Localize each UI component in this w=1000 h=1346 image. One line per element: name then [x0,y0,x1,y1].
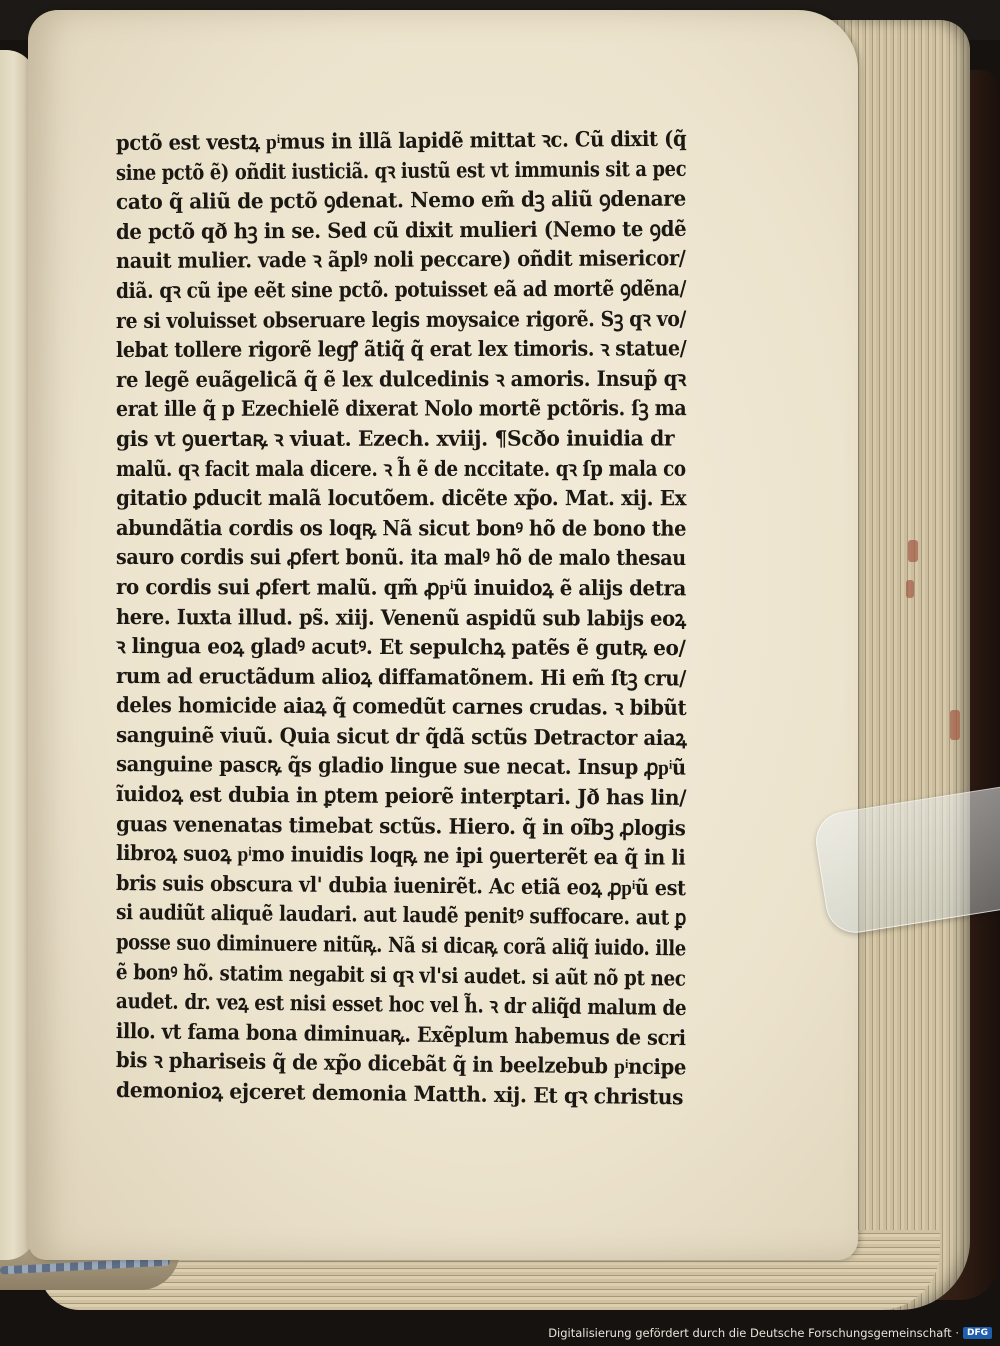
dfg-logo: DFG [963,1327,992,1339]
text-line: deles homicide aiaꝝ q̃ comedũt carnes crudas. ꝛ bibũt [115,692,687,721]
text-line: audet. dr. veꝝ est nisi esset hoc vel h̃. ꝛ dr aliq̃d malum de [115,988,687,1021]
text-line: sine pctõ ẽ) oñdit iusticiã. qꝛ iustũ est vt immunis sit a pec [115,155,687,185]
text-line: rum ad eructãdum alioꝝ diffamatõnem. Hi em̃ ſtꝫ cru∕ [115,662,687,691]
text-line: bis ꝛ phariseis q̃ de xp̃o dicebãt q̃ in beelzebub pͥncipe [115,1047,687,1080]
text-line: re legẽ euãgelicã q̃ ẽ lex dulcedinis ꝛ amoris. Insup̃ qꝛ [115,365,686,392]
stain-mark [908,540,918,562]
text-line: pctõ est vestꝝ pͥmus in illã lapidẽ mittat ꝛc. Cũ dixit (q̃ [115,125,687,155]
text-line: ro cordis sui ꝓfert malũ. qm̃ ꝓpͥũ inuidoꝝ ẽ alijs detra [115,573,687,601]
text-line: malũ. qꝛ facit mala dicere. ꝛ h̃ ẽ de nccitate. qꝛ ſp mala co [115,455,686,481]
text-line: demonioꝝ ejceret demonia Matth. xij. Et qꝛ christus [115,1077,684,1110]
text-line: erat ille q̃ p Ezechielẽ dixerat Nolo mortẽ pctõris. ſꝫ ma [115,395,687,422]
text-line: illo. vt fama bona diminuaꝶ. Exẽplum habemus de scri [115,1017,686,1050]
text-line: nauit mulier. vade ꝛ ãplꝰ noli peccare) oñdit misericor∕ [115,245,686,274]
text-block [115,125,706,1110]
text-line: ĩuidoꝝ est dubia in ꝑtem peiorẽ interꝑtari. Jð has lin∕ [115,781,687,810]
text-line: gitatio ꝑducit malã locutõem. dicẽte xp̃o. Mat. xij. Ex [115,485,687,511]
text-line: here. Iuxta illud. ps̃. xiij. Venenũ aspidũ sub labijs eoꝝ [115,603,686,631]
text-line: abundãtia cordis os loqꝶ Nã sicut bonꝰ hõ de bono the [115,514,687,541]
stain-mark [906,580,914,598]
printed-page [28,10,858,1260]
text-line: posse suo diminuere nitũꝶ. Nã si dicaꝶ corã aliq̃ iuido. ille [115,929,687,961]
text-line: libroꝝ suoꝝ pͥmo inuidis loqꝶ ne ipi ꝯuerterẽt ea q̃ in li [115,840,686,870]
text-line: gis vt ꝯuertaꝶ ꝛ viuat. Ezech. xviij. ¶Scðo inuidia dr [115,425,675,451]
text-line: sanguinẽ viuũ. Quia sicut dr q̃dã sctũs Detractor aiaꝝ [115,721,687,751]
text-line: si audiũt aliquẽ laudari. aut laudẽ penitꝰ suffocare. aut ꝑ [115,899,687,931]
text-line: diã. qꝛ cũ ipe eẽt sine pctõ. potuisset eã ad mortẽ ꝯdẽna∕ [115,275,687,303]
text-line: de pctõ qð hꝫ in se. Sed cũ dixit mulieri (Nemo te ꝯdẽ [115,215,687,244]
text-line: guas venenatas timebat sctũs. Hiero. q̃ in oĩbꝫ ꝓlogis [115,810,686,840]
text-line: bris suis obscura vl' dubia iuenirẽt. Ac etiã eoꝝ ꝓpͥũ est [115,869,686,901]
digitization-credit [548,1326,992,1340]
text-line: cato q̃ aliũ de pctõ ꝯdenat. Nemo em̃ dꝫ aliũ ꝯdenare [115,185,686,215]
text-line: sauro cordis sui ꝓfert bonũ. ita malꝰ hõ de malo thesau [115,544,686,571]
text-line: ẽ bonꝰ hõ. statim negabit si qꝛ vl'si audet. si aũt nõ pt nec [115,958,686,991]
text-line: ꝛ lingua eoꝝ gladꝰ acutꝰ. Et sepulchꝝ patẽs ẽ gutꝶ eo∕ [115,633,686,661]
text-line: sanguine pascꝶ q̃s gladio lingue sue necat. Insup ꝓpͥũ [115,751,686,781]
stain-mark [950,710,960,740]
text-line: re si voluisset obseruare legis moysaice rigorẽ. Sꝫ qꝛ vo∕ [115,305,687,333]
text-line: lebat tollere rigorẽ legꝭ ãtiq̃ q̃ erat lex timoris. ꝛ statue∕ [115,335,687,363]
credit-text: Digitalisierung gefördert durch die Deutsche Forschungsgemeinschaft · [548,1326,959,1340]
